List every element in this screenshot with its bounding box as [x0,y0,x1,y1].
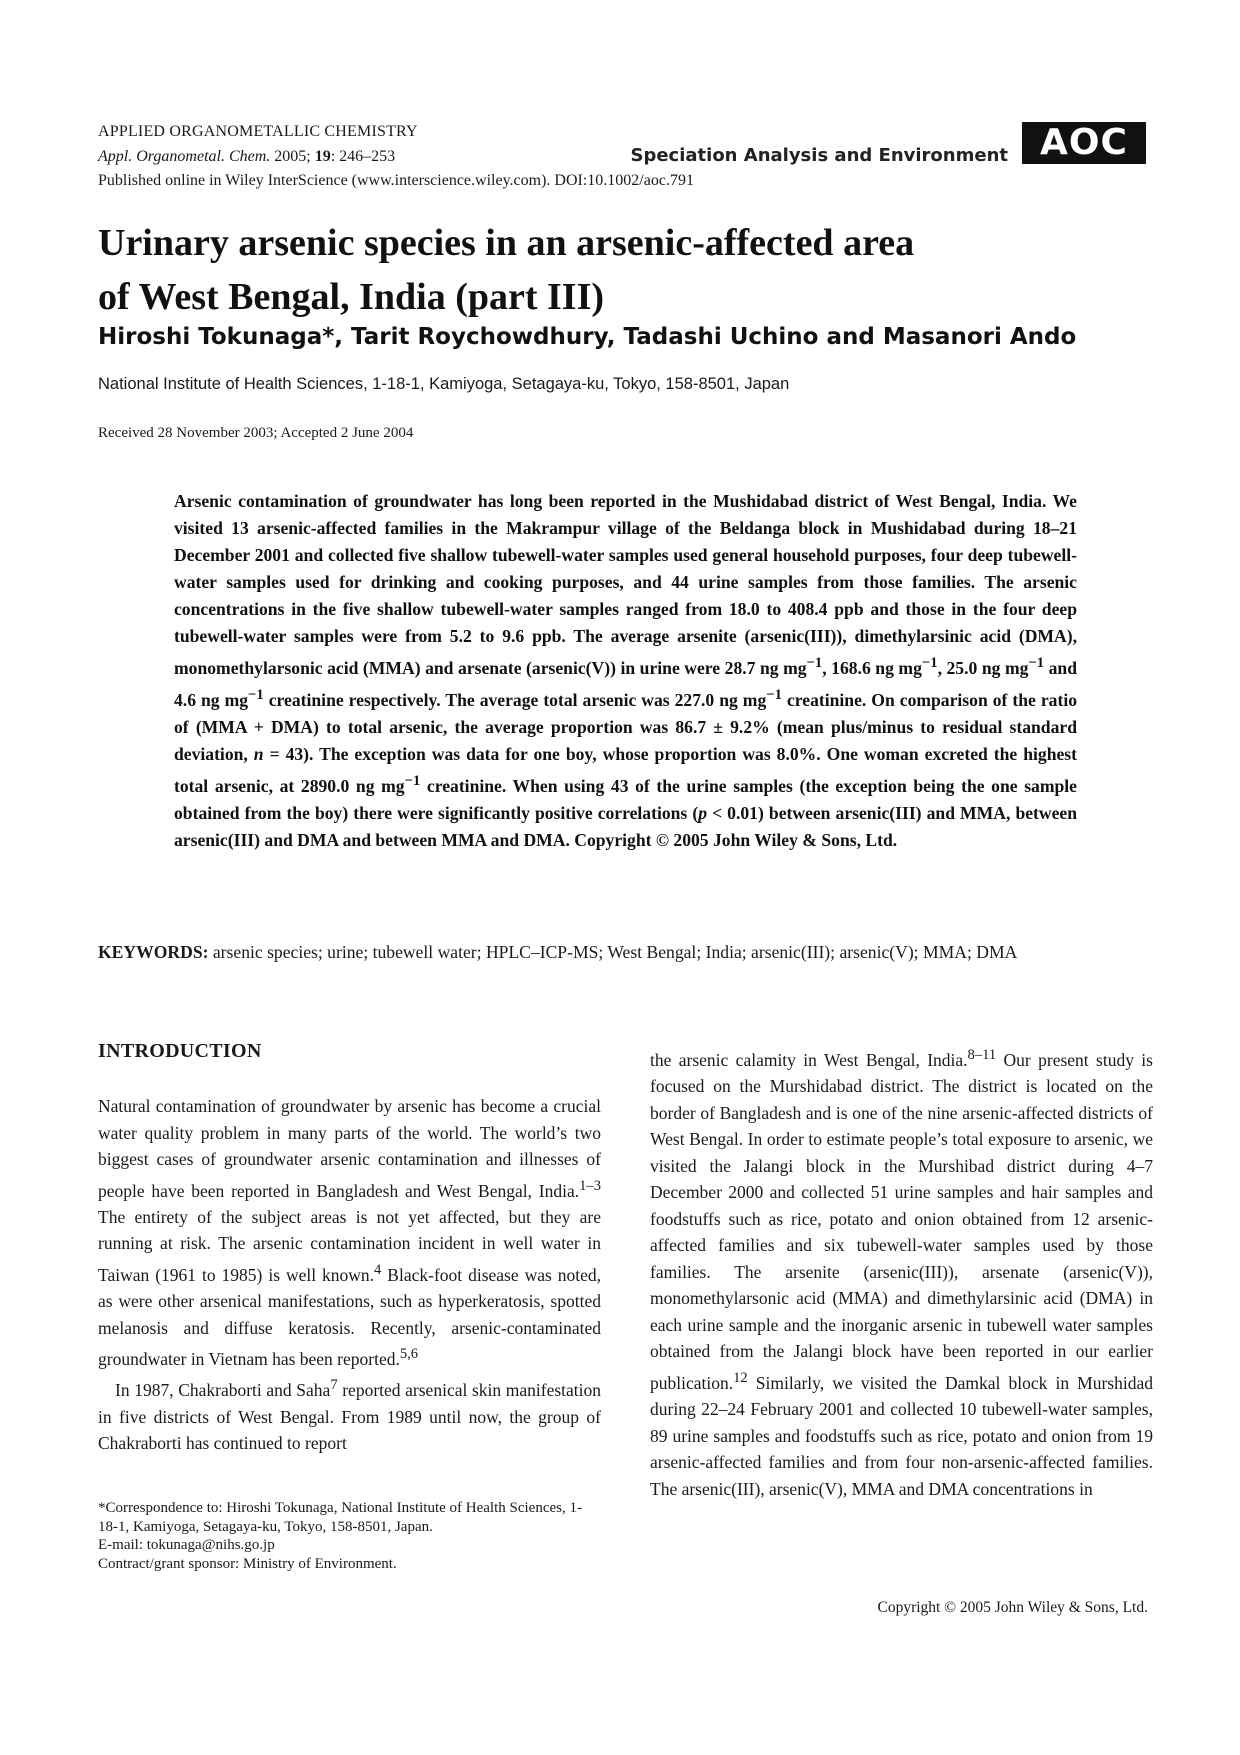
intro-paragraph-2-continued: the arsenic calamity in West Bengal, India.$^{8-11}$ Our present study is focused on the Murshidabad district. The district is located on the border of Bangladesh and is one of the nine arsenic-affected districts of West Bengal. In order to estimate people’s total exposure to arsenic, we visited the Jalangi block in the Murshibad district during 4–7 December 2000 and collected 51 urine samples and hair samples and foodstuffs such as rice, potato and onion obtained from 12 arsenic-affected families and six tubewell-water samples used by those families. The arsenite (arsenic(III)), arsenate (arsenic(V)), monomethylarsonic acid (MMA) and dimethylarsinic acid (DMA) in each urine sample and the inorganic arsenic in tubewell water samples obtained from the Jalangi block have been reported in our earlier publication.$^{12}$ Similarly, we visited the Damkal block in Murshidad during 22–24 February 2001 and collected 10 tubewell-water samples, 89 urine samples and foodstuffs such as rice, potato and onion from 19 arsenic-affected families and from four non-arsenic-affected families. The arsenic(III), arsenic(V), MMA and DMA concentrations in [650,1047,1153,1499]
published-online-line: Published online in Wiley InterScience (www.interscience.wiley.com). DOI:10.1002/aoc.791 [98,172,694,189]
intro-paragraph-2: In 1987, Chakraborti and Saha$^7$ reported arsenical skin manifestation in five districts of West Bengal. From 1989 until now, the group of Chakraborti has continued to report [98,1377,601,1454]
section-label: Speciation Analysis and Environment [630,145,1008,166]
title-line-1: Urinary arsenic species in an arsenic-affected area [98,222,915,264]
intro-paragraph-1: Natural contamination of groundwater by arsenic has become a crucial water quality problem in many parts of the world. The world’s two biggest cases of groundwater arsenic contamination and illnesses of people have been reported in Bangladesh and West Bengal, India.$^{1-3}$ The entirety of the subject areas is not yet affected, but they are running at risk. The arsenic contamination incident in well water in Taiwan (1961 to 1985) is well known.$^4$ Black-foot disease was noted, as were other arsenical manifestations, such as hyperkeratosis, spotted melanosis and diffuse keratosis. Recently, arsenic-contaminated groundwater in Vietnam has been reported.$^{5,6}$ [98,1096,601,1369]
abstract: Arsenic contamination of groundwater has long been reported in the Mushidabad district of West Bengal, India. We visited 13 arsenic-affected families in the Makrampur village of the Beldanga block in Mushidabad during 18–21 December 2001 and collected five shallow tubewell-water samples used general household purposes, four deep tubewell-water samples used for drinking and cooking purposes, and 44 urine samples from those families. The arsenic concentrations in the five shallow tubewell-water samples ranged from 18.0 to 408.4 ppb and those in the four deep tubewell-water samples were from 5.2 to 9.6 ppb. The average arsenite (arsenic(III)), dimethylarsinic acid (DMA), monomethylarsonic acid (MMA) and arsenate (arsenic(V)) in urine were 28.7 ng $mg^{-1}$, 168.6 ng $mg^{-1}$, 25.0 ng $mg^{-1}$ and 4.6 ng $mg^{-1}$ creatinine respectively. The average total arsenic was 227.0 ng $mg^{-1}$ creatinine. On comparison of the ratio of (MMA + DMA) to total arsenic, the average proportion was 86.7 ± 9.2% (mean plus/minus to residual standard deviation, n = 43). The exception was data for one boy, whose proportion was 8.0%. One woman excreted the highest total arsenic, at 2890.0 ng $mg^{-1}$ creatinine. When using 43 of the urine samples (the exception being the one sample obtained from the boy) there were significantly positive correlations (p < 0.01) between arsenic(III) and MMA, between arsenic(III) and DMA and between MMA and DMA. Copyright © 2005 John Wiley & Sons, Ltd. [174,491,1078,850]
journal-name: APPLIED ORGANOMETALLIC CHEMISTRY [98,123,418,140]
aoc-logo: AOC [1022,122,1146,164]
keywords-text: arsenic species; urine; tubewell water; HPLC–ICP-MS; West Bengal; India; arsenic(III); arsenic(V); MMA; DMA [208,942,1018,962]
left-column [98,1093,601,1457]
citation-pages: : 246–253 [330,148,396,165]
received-accepted-dates: Received 28 November 2003; Accepted 2 June 2004 [98,425,414,441]
footnote-correspondence: *Correspondence to: Hiroshi Tokunaga, National Institute of Health Sciences, 1-18-1, Kamiyoga, Setagaya-ku, Tokyo, 158-8501, Japan. [98,1500,582,1535]
author-list: Hiroshi Tokunaga*, Tarit Roychowdhury, Tadashi Uchino and Masanori Ando [98,324,1077,350]
footnote-sponsor: Contract/grant sponsor: Ministry of Environment. [98,1555,397,1572]
keywords-label: KEYWORDS: [98,942,209,962]
right-column [650,1042,1153,1502]
citation-journal: Appl. Organometal. Chem. [98,148,271,165]
introduction-heading: INTRODUCTION [98,1040,262,1062]
title-line-2: of West Bengal, India (part III) [98,276,605,318]
journal-citation [98,148,395,166]
article-title [98,216,1148,324]
footnote-email: E-mail: tokunaga@nihs.go.jp [98,1537,275,1553]
correspondence-footnote [98,1499,601,1573]
keywords [98,942,1158,963]
citation-volume: 19 [314,148,331,165]
affiliation: National Institute of Health Sciences, 1-18-1, Kamiyoga, Setagaya-ku, Tokyo, 158-8501, Japan [98,375,790,393]
citation-year: 2005; [270,148,315,165]
copyright-footer: Copyright © 2005 John Wiley & Sons, Ltd. [877,1599,1148,1616]
